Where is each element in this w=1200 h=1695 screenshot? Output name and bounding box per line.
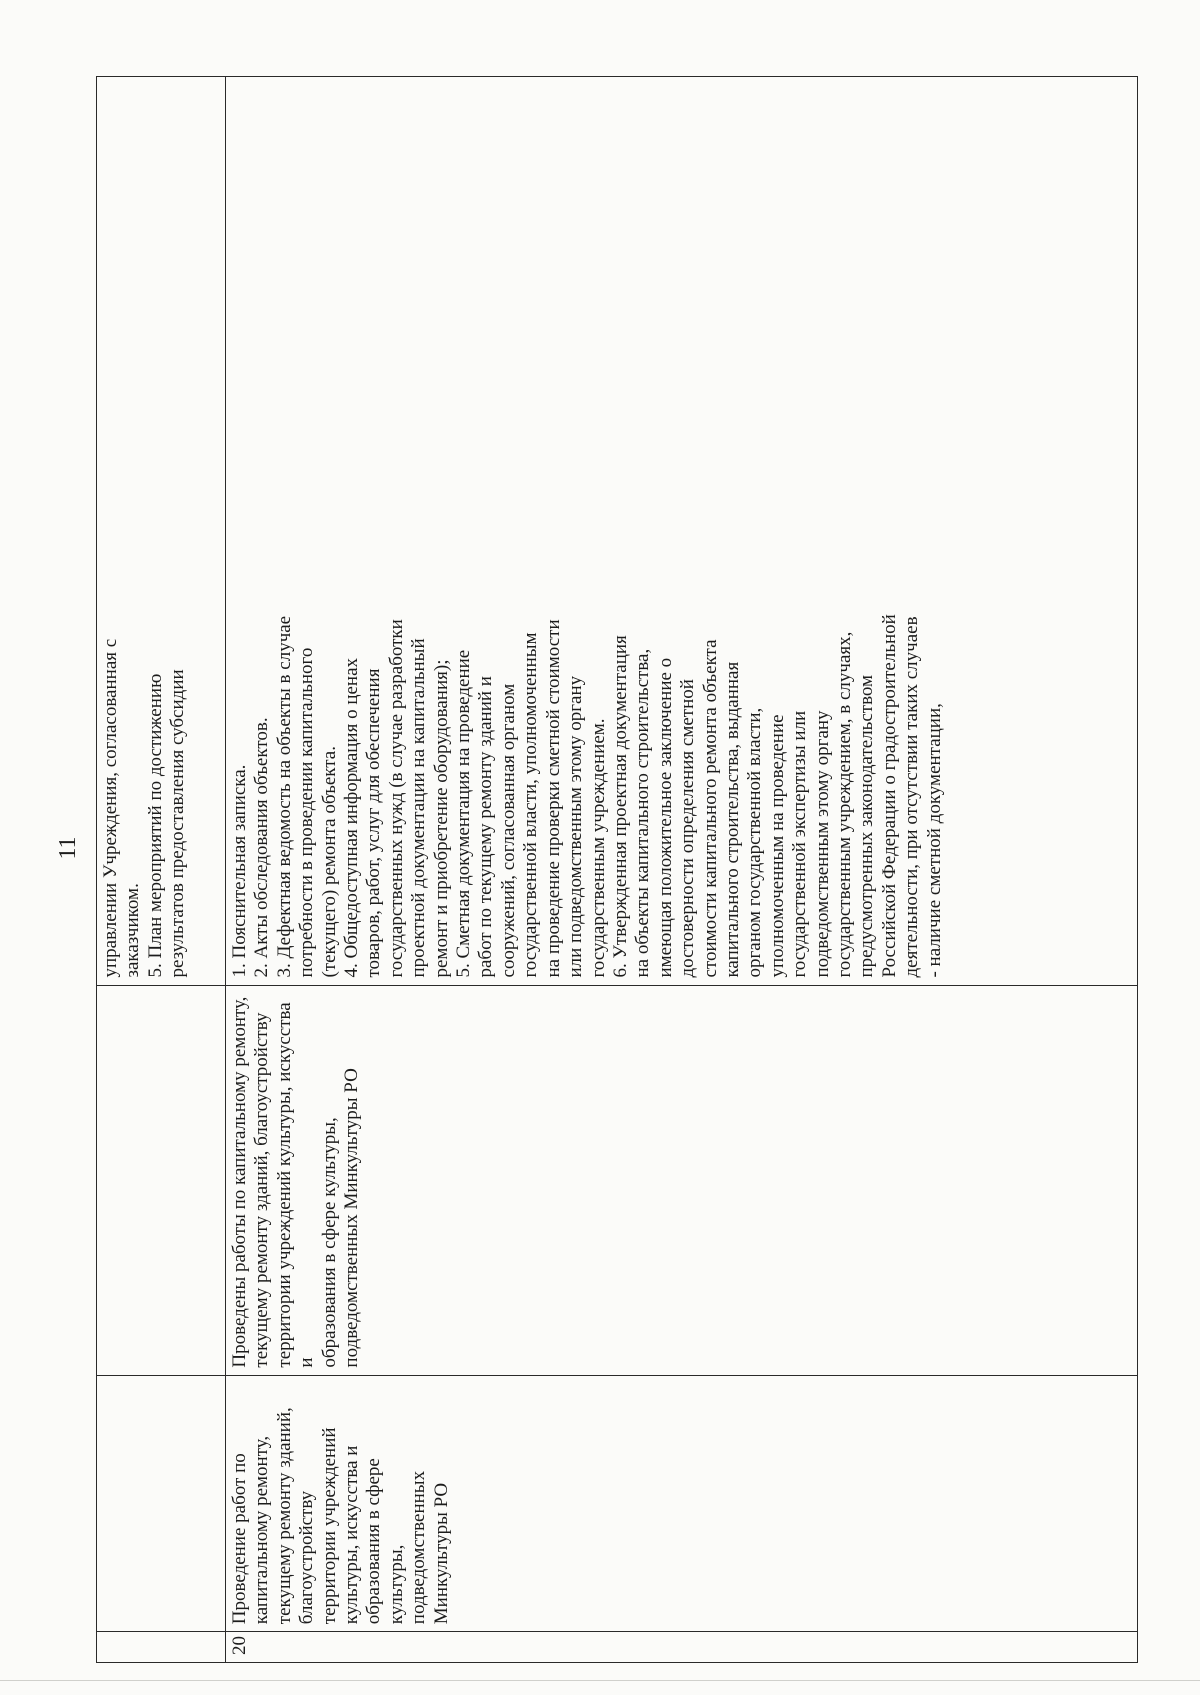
- text-line: стоимости капитального ремонта объекта: [699, 639, 721, 978]
- text-line: подведомственных Минкультуры РО: [408, 1470, 452, 1625]
- page-number: 11: [55, 836, 81, 860]
- text-line: управлении Учреждения, согласованная с: [100, 638, 121, 978]
- text-line: (текущего) ремонта объекта.: [318, 746, 340, 978]
- cell-number: [97, 1632, 226, 1663]
- text-line: проектной документации на капитальный: [408, 638, 430, 978]
- text-line: подведомственным этому органу: [811, 710, 833, 978]
- text-line: текущему ремонту зданий, благоустройству: [251, 1012, 273, 1368]
- text-line: государственным учреждением.: [587, 718, 609, 978]
- text-line: образования в сфере культуры,: [363, 1458, 407, 1625]
- text-line: государственной экспертизы или: [789, 710, 811, 978]
- text-line: текущему ремонту зданий, благоустройству: [273, 1407, 318, 1625]
- text-line: 6. Утвержденная проектная документация: [609, 635, 631, 978]
- text-line: государственных нужд (в случае разработки: [385, 619, 407, 978]
- table-row-20: [226, 77, 1138, 1663]
- text-line: 3. Дефектная ведомость на объекты в случае: [273, 615, 295, 978]
- text-line: на объекты капитального строительства,: [632, 648, 654, 978]
- text-line: Проведение работ по капитальному ремонту,: [229, 1435, 273, 1625]
- table-container: [96, 76, 1138, 1663]
- text-line: 5. Сметная документация на проведение: [453, 649, 475, 978]
- text-line: государственным учреждением, в случаях,: [833, 631, 855, 978]
- text-line: подведомственных Минкультуры РО: [341, 1068, 363, 1368]
- text-line: территории учреждений культуры, искусства и: [318, 1427, 363, 1625]
- cell-documents: [97, 77, 226, 986]
- text-line: достоверности определения сметной: [677, 679, 699, 978]
- text-line: товаров, работ, услуг для обеспечения: [363, 668, 385, 978]
- cell-result: [226, 985, 1138, 1375]
- text-line: образования в сфере культуры,: [318, 1117, 340, 1368]
- text-line: Проведены работы по капитальному ремонту,: [229, 996, 250, 1368]
- text-line: заказчиком.: [122, 883, 144, 978]
- text-line: 1. Пояснительная записка.: [229, 764, 250, 978]
- text-line: или подведомственным этому органу: [565, 675, 587, 978]
- text-line: на проведение проверки сметной стоимости: [542, 619, 564, 978]
- table-row-continuation: [97, 77, 226, 1663]
- text-line: - наличие сметной документации,: [923, 703, 945, 978]
- text-line: государственной власти, уполномоченным: [520, 632, 542, 978]
- text-line: работ по текущему ремонту зданий и: [475, 676, 497, 978]
- text-line: имеющая положительное заключение о: [654, 657, 676, 978]
- text-line: результатов предоставления субсидии: [167, 669, 189, 978]
- row-number: 20: [229, 1636, 250, 1655]
- cell-name: [97, 1375, 226, 1632]
- text-line: Российской Федерации о градостроительной: [878, 614, 900, 978]
- text-line: 5. План мероприятий по достижению: [144, 673, 166, 978]
- requirements-table: [96, 76, 1138, 1663]
- text-line: 4. Общедоступная информация о ценах: [341, 657, 363, 978]
- text-line: уполномоченным на проведение: [766, 714, 788, 978]
- cell-name: [226, 1375, 1138, 1632]
- text-line: органом государственной власти,: [744, 707, 766, 978]
- cell-documents: [226, 77, 1138, 986]
- scan-edge-line: [0, 1680, 1200, 1681]
- text-line: предусмотренных законодательством: [856, 674, 878, 978]
- text-line: потребности в проведении капитального: [296, 647, 318, 978]
- text-line: сооружений, согласованная органом: [497, 683, 519, 978]
- cell-result: [97, 985, 226, 1375]
- text-line: капитального строительства, выданная: [721, 661, 743, 978]
- cell-number: [226, 1632, 1138, 1663]
- text-line: территории учреждений культуры, искусства и: [273, 1002, 318, 1368]
- text-line: 2. Акты обследования объектов.: [251, 717, 273, 978]
- text-line: ремонт и приобретение оборудования);: [430, 659, 452, 978]
- text-line: деятельности, при отсутствии таких случаев: [901, 616, 923, 978]
